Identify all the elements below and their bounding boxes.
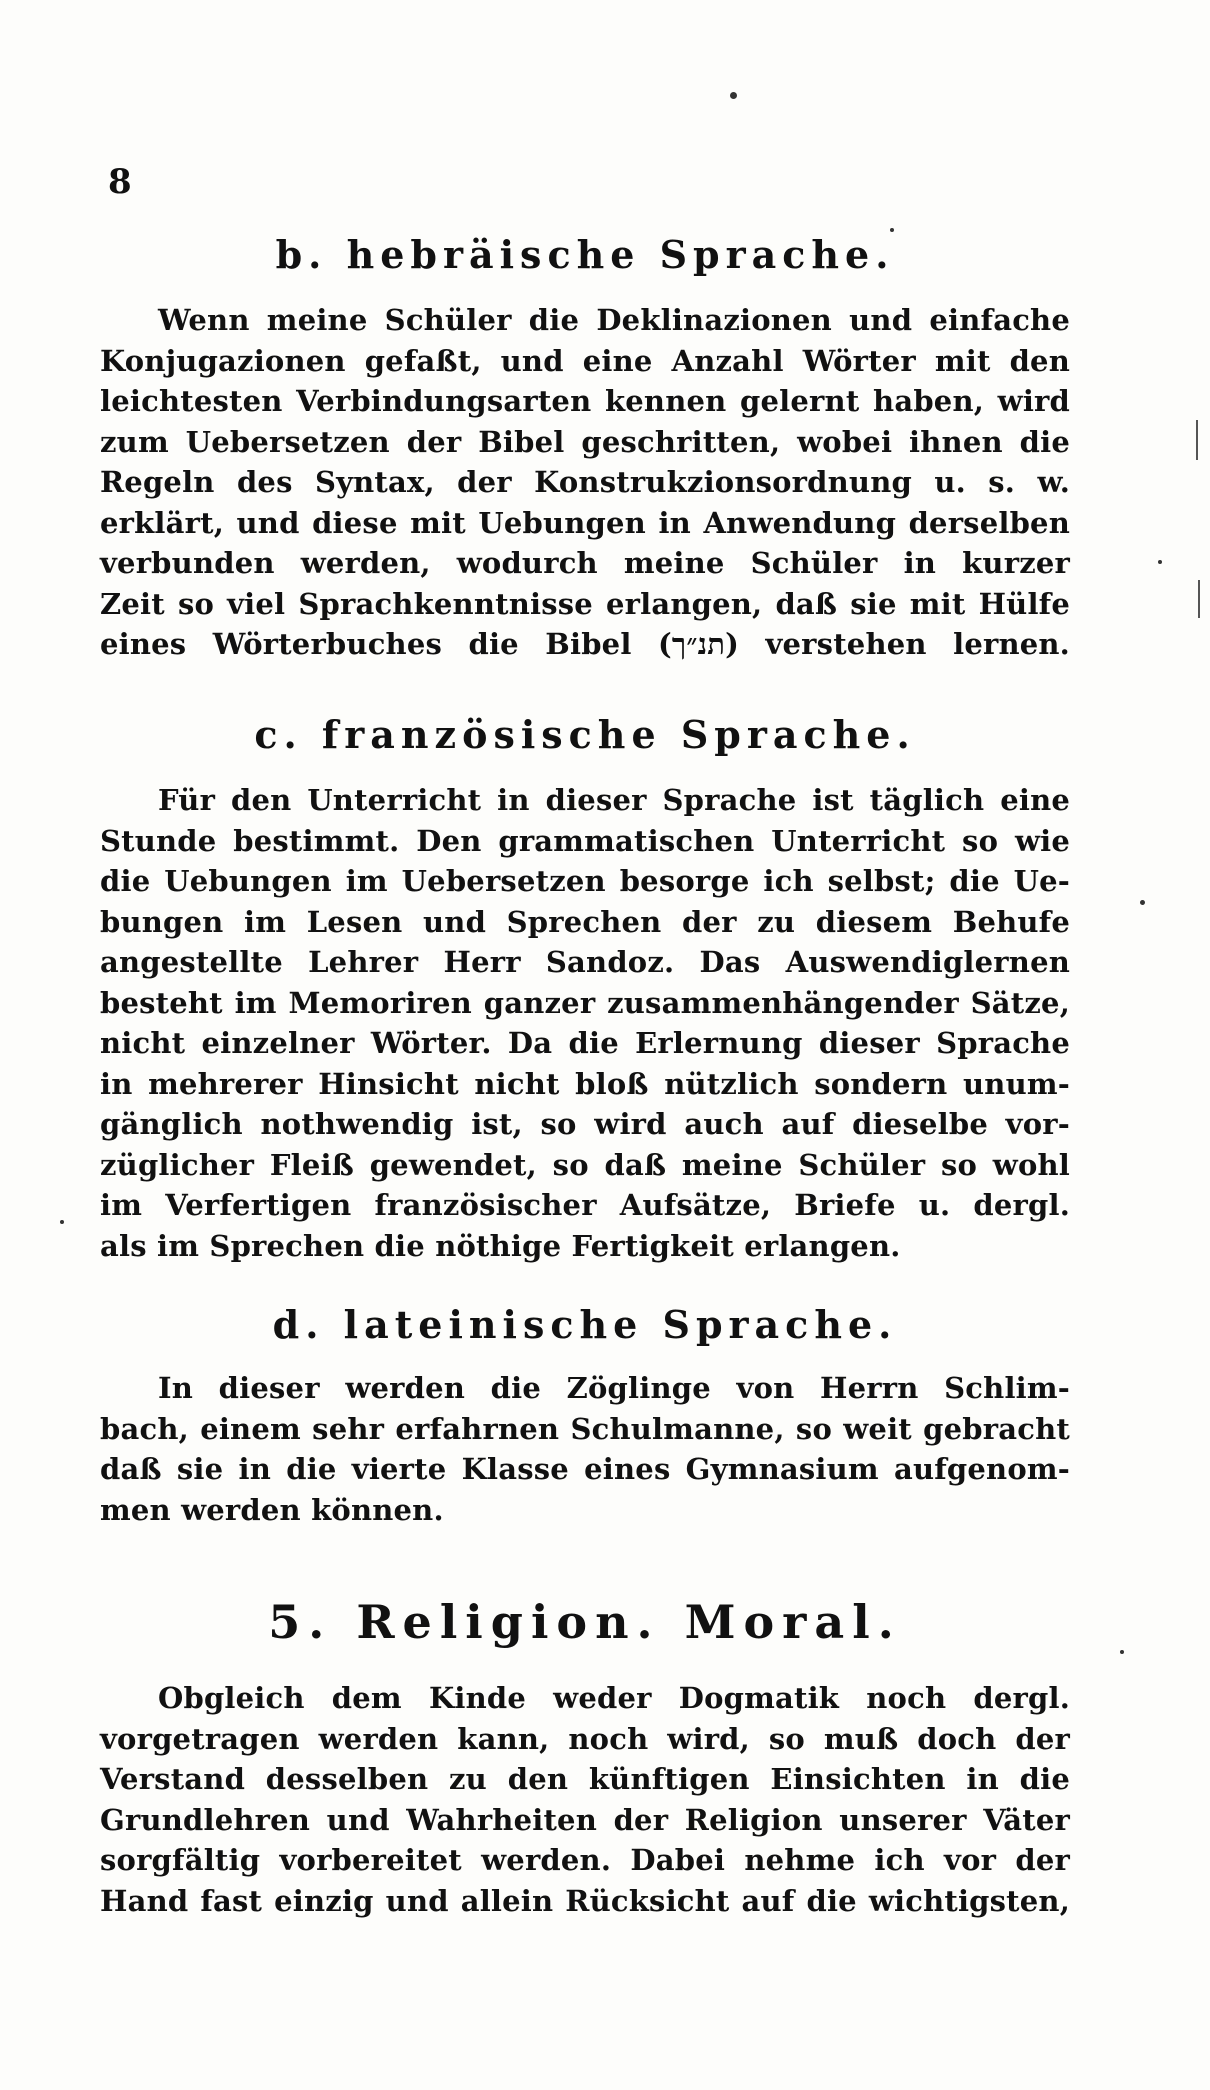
text-line: sorgfältig vorbereitet werden. Dabei nehme ich vor der xyxy=(100,1843,1070,1877)
text-line: im Verfertigen französischer Aufsätze, Briefe u. dergl. xyxy=(100,1188,1070,1222)
scan-speck xyxy=(1120,1650,1124,1654)
page-number: 8 xyxy=(108,162,133,202)
text-line: Wenn meine Schüler die Deklinazionen und einfache xyxy=(158,303,1070,337)
scan-speck xyxy=(730,92,737,99)
scan-speck xyxy=(1158,560,1162,564)
text-line: bungen im Lesen und Sprechen der zu diesem Behufe xyxy=(100,904,1070,939)
scan-margin-mark xyxy=(1196,420,1198,460)
scan-margin-mark xyxy=(1198,580,1200,618)
text-line: daß sie in die vierte Klasse eines Gymnasium aufgenom- xyxy=(100,1452,1070,1486)
text-line: nicht einzelner Wörter. Da die Erlernung dieser Sprache xyxy=(100,1026,1070,1060)
text-line: Stunde bestimmt. Den grammatischen Unterricht so wie xyxy=(100,823,1070,858)
text-line: züglicher Fleiß gewendet, so daß meine Schüler so wohl xyxy=(100,1147,1070,1182)
scan-speck xyxy=(1140,900,1145,905)
section-heading-religion: 5. Religion. Moral. xyxy=(268,1595,902,1649)
text-line: zum Uebersetzen der Bibel geschritten, wobei ihnen die xyxy=(100,424,1070,459)
text-line: gänglich nothwendig ist, so wird auch auf dieselbe vor- xyxy=(100,1107,1070,1141)
text-line: als im Sprechen die nöthige Fertigkeit erlangen. xyxy=(100,1228,901,1263)
paragraph-latin xyxy=(100,1368,1070,1530)
text-line: angestellte Lehrer Herr Sandoz. Das Auswendiglernen xyxy=(100,945,1070,979)
scan-speck xyxy=(60,1220,64,1224)
text-line: Regeln des Syntax, der Konstrukzionsordnung u. s. w. xyxy=(100,465,1070,499)
text-line: men werden können. xyxy=(100,1492,444,1527)
text-line: Konjugazionen gefaßt, und eine Anzahl Wörter mit den xyxy=(100,343,1070,378)
text-line: erklärt, und diese mit Uebungen in Anwendung derselben xyxy=(100,505,1070,540)
text-line: besteht im Memoriren ganzer zusammenhängender Sätze, xyxy=(100,985,1070,1020)
section-heading-c: c. französische Sprache. xyxy=(254,712,916,757)
text-line: vorgetragen werden kann, noch wird, so muß doch der xyxy=(100,1721,1070,1756)
text-line: die Uebungen im Uebersetzen besorge ich selbst; die Ue- xyxy=(100,864,1070,898)
text-line: Hand fast einzig und allein Rücksicht auf die wichtigsten, xyxy=(100,1883,1070,1918)
section-heading-b: b. hebräische Sprache. xyxy=(275,232,895,277)
text-line: Verstand desselben zu den künftigen Einsichten in die xyxy=(100,1762,1070,1796)
text-line: In dieser werden die Zöglinge von Herrn Schlim- xyxy=(158,1371,1070,1405)
text-line: eines Wörterbuches die Bibel (תנ״ך) verstehen lernen. xyxy=(100,627,1070,661)
section-heading-d: d. lateinische Sprache. xyxy=(272,1302,898,1347)
text-line: Für den Unterricht in dieser Sprache ist täglich eine xyxy=(158,783,1070,817)
text-line: verbunden werden, wodurch meine Schüler in kurzer xyxy=(100,546,1070,580)
text-line: Obgleich dem Kinde weder Dogmatik noch dergl. xyxy=(158,1681,1070,1715)
text-line: Zeit so viel Sprachkenntnisse erlangen, daß sie mit Hülfe xyxy=(100,586,1070,621)
paragraph-hebrew xyxy=(100,300,1070,665)
text-line: Grundlehren und Wahrheiten der Religion unserer Väter xyxy=(100,1802,1070,1837)
paragraph-religion xyxy=(100,1678,1070,1921)
paragraph-french xyxy=(100,780,1070,1266)
text-line: leichtesten Verbindungsarten kennen gelernt haben, wird xyxy=(100,384,1070,418)
text-line: in mehrerer Hinsicht nicht bloß nützlich sondern unum- xyxy=(100,1066,1070,1101)
text-line: bach, einem sehr erfahrnen Schulmanne, so weit gebracht xyxy=(100,1411,1070,1446)
